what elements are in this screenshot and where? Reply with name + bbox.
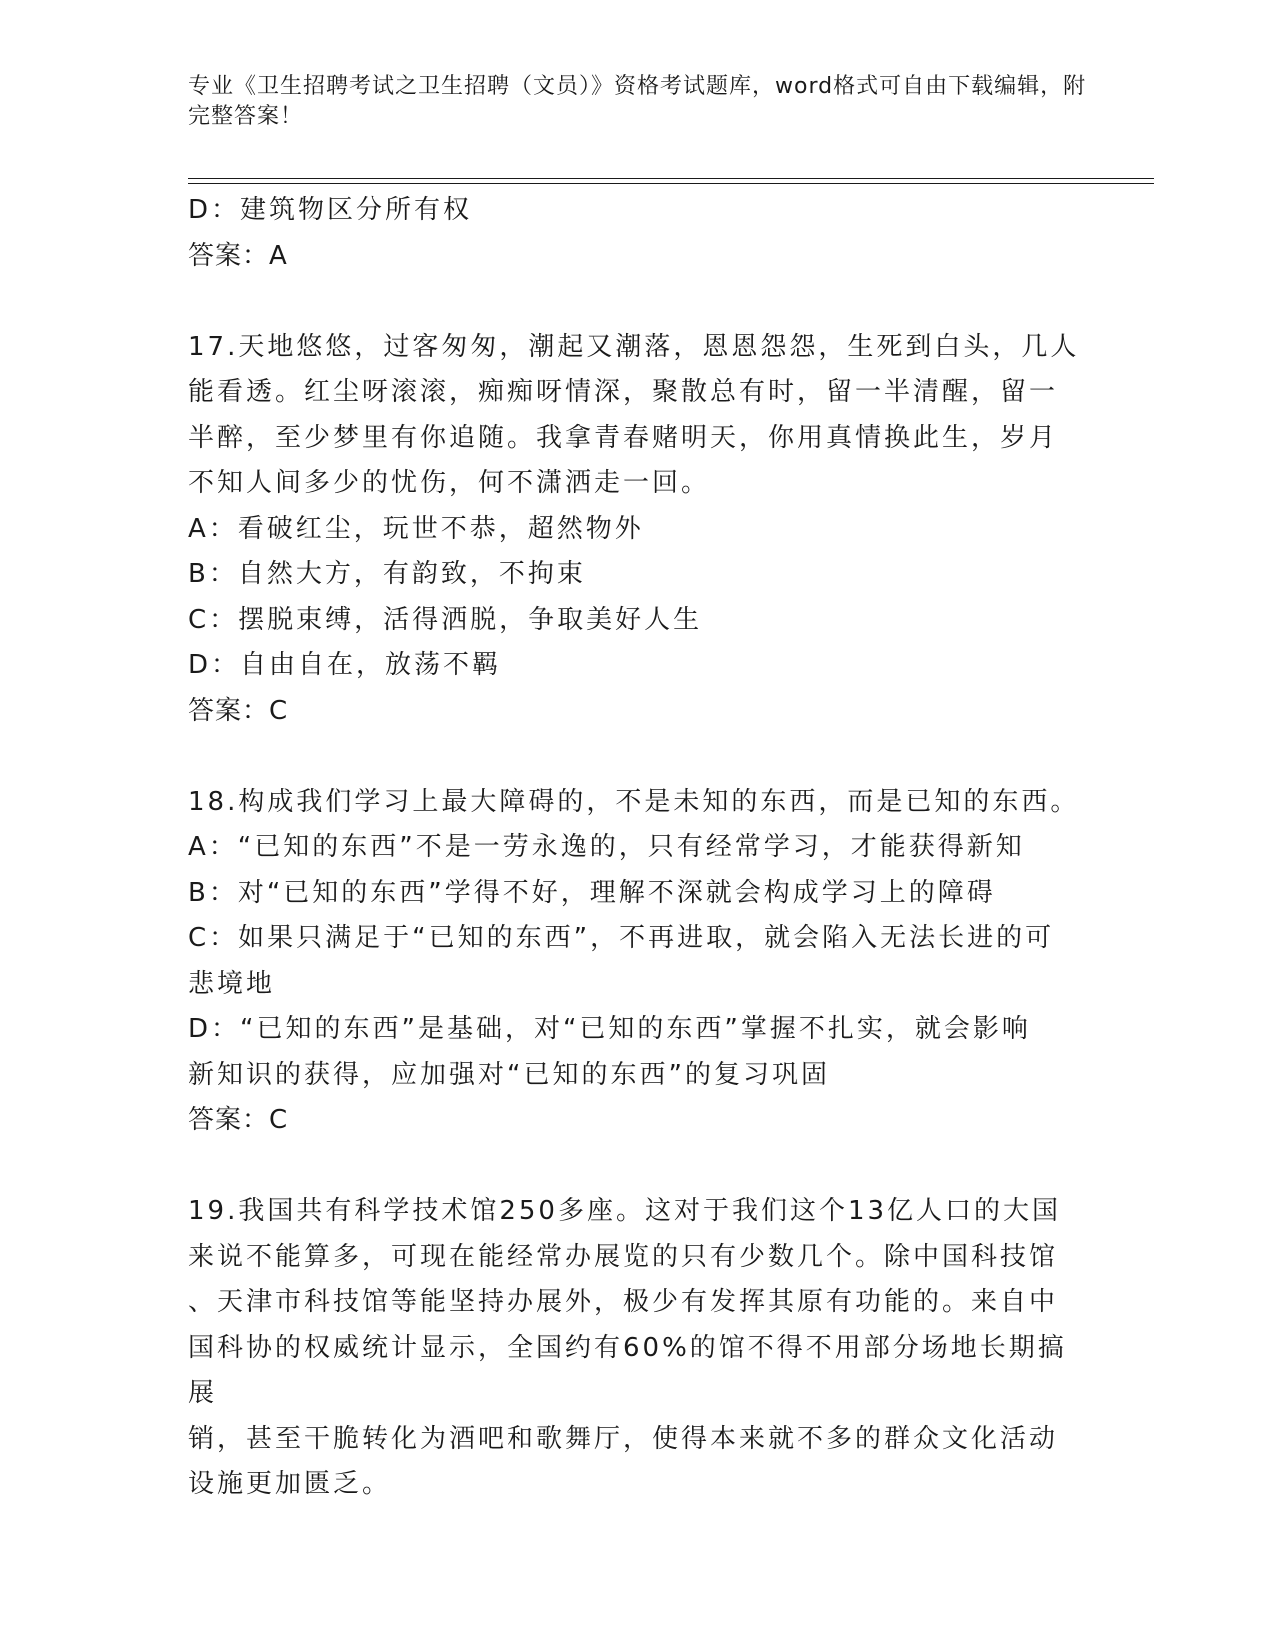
option-d: D：“已知的东西”是基础，对“已知的东西”掌握不扎实，就会影响: [188, 1014, 1031, 1044]
document-body: [188, 188, 1088, 1508]
question-text: 、天津市科技馆等能坚持办展外，极少有发挥其原有功能的。来自中: [188, 1287, 1059, 1317]
spacer: [188, 1144, 1088, 1190]
option-d: D：自由自在，放荡不羁: [188, 650, 502, 680]
header-rule-top: [188, 178, 1154, 179]
option-c: 悲境地: [188, 968, 276, 999]
question-text: 19.我国共有科学技术馆250多座。这对于我们这个13亿人口的大国: [188, 1196, 1062, 1226]
document-header: 专业《卫生招聘考试之卫生招聘（文员）》资格考试题库，word格式可自由下载编辑，附完整答案！: [188, 74, 1087, 129]
question-text: 国科协的权威统计显示，全国约有60%的馆不得不用部分场地长期搞展: [188, 1332, 1067, 1408]
question-text: 设施更加匮乏。: [188, 1469, 392, 1499]
answer-line: 答案：C: [188, 695, 289, 726]
question-block-19: [188, 1189, 1088, 1508]
option-c: C：摆脱束缚，活得洒脱，争取美好人生: [188, 604, 703, 635]
question-block-17: [188, 325, 1088, 735]
question-text: 销，甚至干脆转化为酒吧和歌舞厅，使得本来就不多的群众文化活动: [188, 1423, 1059, 1454]
question-text: 18.构成我们学习上最大障碍的，不是未知的东西，而是已知的东西。: [188, 786, 1080, 817]
option-a: A：看破红尘，玩世不恭，超然物外: [188, 513, 644, 544]
spacer: [188, 279, 1088, 325]
question-text: 不知人间多少的忧伤，何不潇洒走一回。: [188, 468, 711, 498]
option-d: 新知识的获得，应加强对“已知的东西”的复习巩固: [188, 1059, 830, 1090]
option-b: B：自然大方，有韵致，不拘束: [188, 559, 586, 589]
option-c: C：如果只满足于“已知的东西”，不再进取，就会陷入无法长进的可: [188, 923, 1055, 953]
header-rule-bottom: [188, 183, 1154, 184]
question-block-18: [188, 780, 1088, 1144]
question-text: 17.天地悠悠，过客匆匆，潮起又潮落，恩恩怨怨，生死到白头，几人: [188, 331, 1080, 362]
question-text: 来说不能算多，可现在能经常办展览的只有少数几个。除中国科技馆: [188, 1241, 1059, 1272]
spacer: [188, 734, 1088, 780]
option-a: A：“已知的东西”不是一劳永逸的，只有经常学习，才能获得新知: [188, 832, 1025, 862]
answer-line: 答案：A: [188, 240, 288, 271]
question-text: 能看透。红尘呀滚滚，痴痴呀情深，聚散总有时，留一半清醒，留一: [188, 377, 1059, 407]
answer-line: 答案：C: [188, 1105, 289, 1135]
option-b: B：对“已知的东西”学得不好，理解不深就会构成学习上的障碍: [188, 877, 996, 908]
question-block-16-tail: [188, 188, 1088, 279]
question-text: 半醉，至少梦里有你追随。我拿青春赌明天，你用真情换此生，岁月: [188, 422, 1059, 453]
option-d: D：建筑物区分所有权: [188, 195, 473, 225]
